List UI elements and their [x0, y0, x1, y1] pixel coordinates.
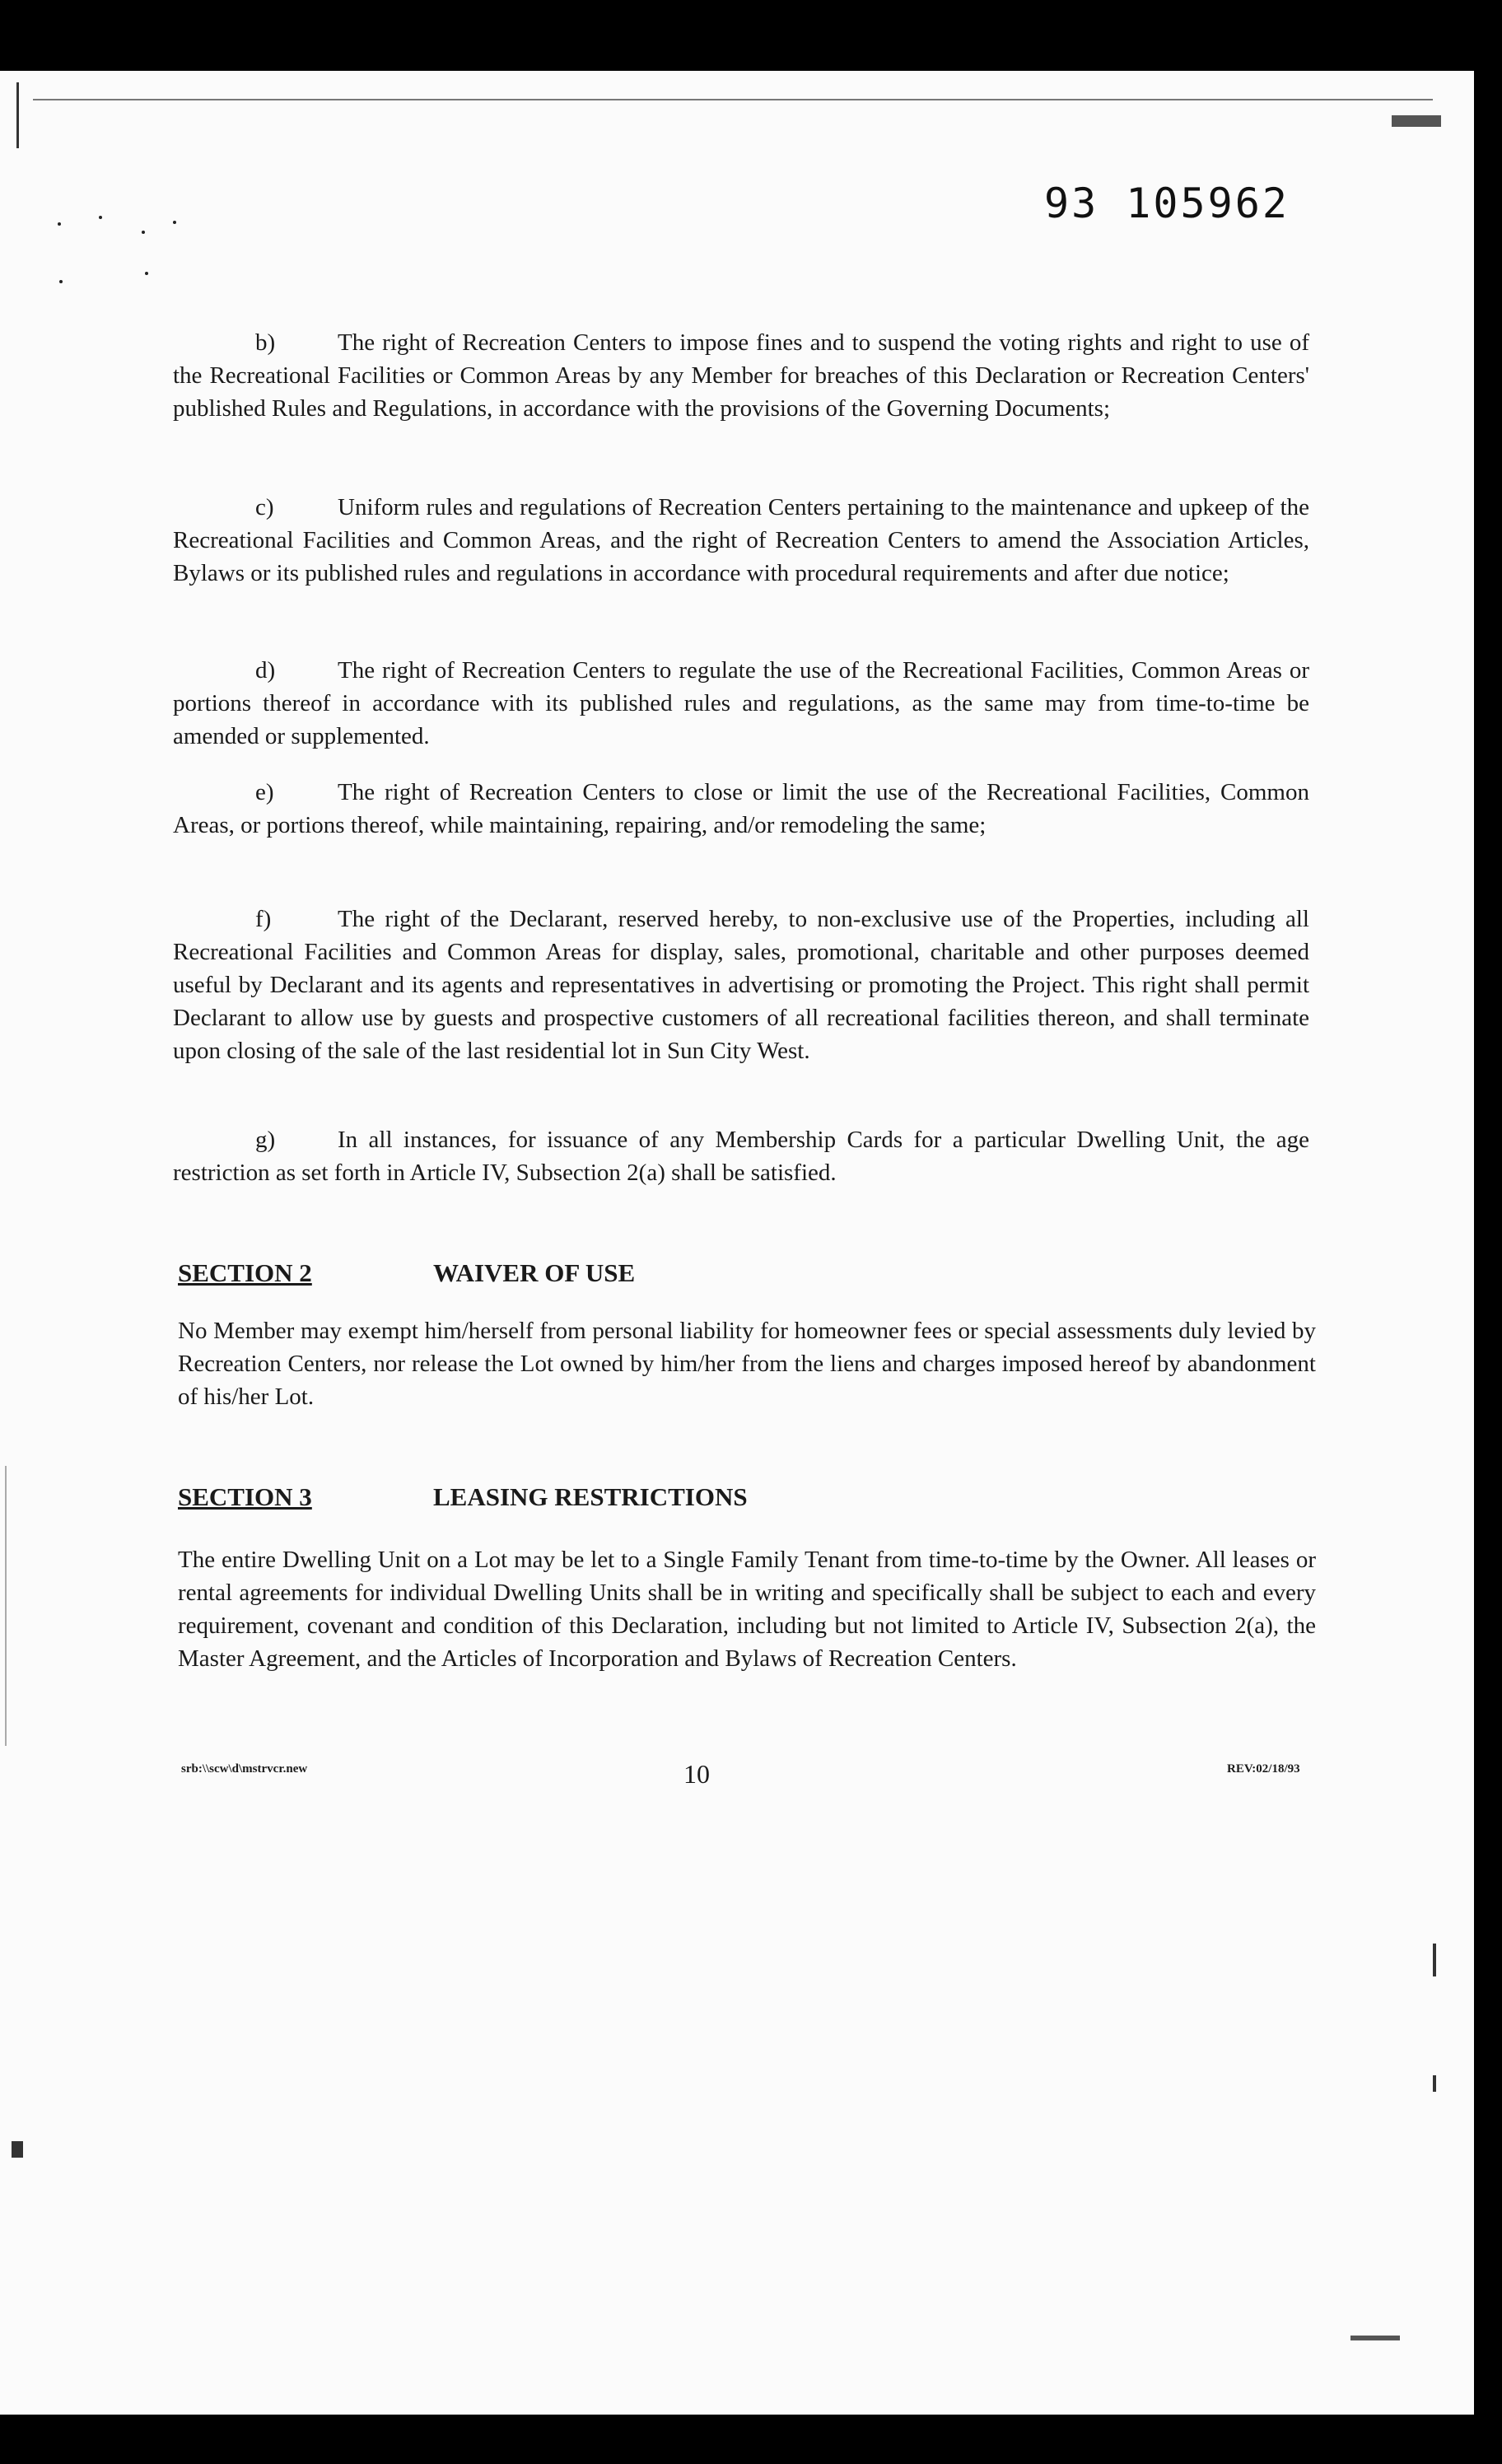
- section-2-body: No Member may exempt him/herself from personal liability for homeowner fees or special assessments duly levied by Recreation Centers, nor release the Lot owned by him/her from the liens and charges imposed hereof by abandonment of his/her Lot.: [178, 1318, 1316, 1410]
- scan-artifact-dot: [173, 221, 176, 224]
- item-text: The right of Recreation Centers to impose fines and to suspend the voting rights and right to use of the Recreational Facilities or Common Areas by any Member for breaches of this Declaration or Recreation Centers' published Rules and Regulations, in accordance with the provisions of the Governing Documents;: [173, 329, 1309, 422]
- footer-revision: REV:02/18/93: [1227, 1762, 1300, 1776]
- section-title: LEASING RESTRICTIONS: [433, 1482, 748, 1511]
- item-text: The right of Recreation Centers to close or limit the use of the Recreational Facilities, Common Areas, or portions thereof, while maintaining, repairing, and/or remodeling the same;: [173, 779, 1309, 838]
- scan-artifact-smudge: [1392, 115, 1441, 127]
- paragraph-d: [173, 654, 1309, 753]
- section-number: SECTION 2: [178, 1258, 312, 1287]
- scan-border-top: [0, 0, 1502, 71]
- item-text: The right of the Declarant, reserved hereby, to non-exclusive use of the Properties, including all Recreational Facilities and Common Areas for display, sales, promotional, charitable and other purposes deemed useful by Declarant and its agents and representatives in advertising or promoting the Project. This right shall permit Declarant to allow use by guests and prospective customers of all recreational facilities thereon, and shall terminate upon closing of the sale of the last residential lot in Sun City West.: [173, 906, 1309, 1064]
- paragraph-c: [173, 491, 1309, 590]
- scan-artifact-dot: [99, 216, 102, 219]
- section-3-body: The entire Dwelling Unit on a Lot may be let to a Single Family Tenant from time-to-time by the Owner. All leases or rental agreements for individual Dwelling Units shall be in writing and specifically shall be subject to each and every requirement, covenant and condition of this Declaration, including but not limited to Article IV, Subsection 2(a), the Master Agreement, and the Articles of Incorporation and Bylaws of Recreation Centers.: [178, 1547, 1316, 1672]
- scan-artifact-mark: [12, 2141, 23, 2158]
- footer-file-path: srb:\\scw\d\mstrvcr.new: [181, 1762, 308, 1776]
- section-2-heading: [178, 1258, 635, 1288]
- item-label: g): [255, 1127, 276, 1153]
- item-text: In all instances, for issuance of any Membership Cards for a particular Dwelling Unit, the age restriction as set forth in Article IV, Subsection 2(a) shall be satisfied.: [173, 1127, 1309, 1186]
- page-number: 10: [683, 1759, 710, 1789]
- paragraph-g: [173, 1123, 1309, 1189]
- item-label: c): [255, 494, 274, 520]
- scan-artifact-mark: [1433, 1944, 1436, 1976]
- section-number: SECTION 3: [178, 1482, 312, 1511]
- item-text: Uniform rules and regulations of Recreation Centers pertaining to the maintenance and upkeep of the Recreational Facilities and Common Areas, and the right of Recreation Centers to amend the Association Articles, Bylaws or its published rules and regulations in accordance with procedural requirements and after due notice;: [173, 494, 1309, 586]
- scan-artifact-mark: [1433, 2075, 1436, 2092]
- scan-artifact-dot: [145, 272, 148, 275]
- item-label: e): [255, 779, 274, 805]
- section-title: WAIVER OF USE: [433, 1258, 636, 1287]
- document-number: 93 105962: [1044, 180, 1290, 227]
- scan-artifact-edge: [5, 1466, 7, 1746]
- scan-artifact-dot: [142, 231, 145, 234]
- scan-artifact-dot: [59, 280, 63, 283]
- scan-artifact-line: [33, 99, 1433, 100]
- section-3-heading: [178, 1482, 748, 1512]
- scan-border-right: [1474, 71, 1502, 2415]
- paragraph-f: [173, 903, 1309, 1067]
- item-label: f): [255, 906, 272, 932]
- scan-artifact-dot: [58, 222, 61, 226]
- scan-border-bottom: [0, 2415, 1502, 2464]
- item-text: The right of Recreation Centers to regulate the use of the Recreational Facilities, Common Areas or portions thereof in accordance with its published rules and regulations, as the same may from time-to-time be amended or supplemented.: [173, 657, 1309, 749]
- paragraph-e: [173, 776, 1309, 842]
- paragraph-b: [173, 326, 1309, 425]
- item-label: d): [255, 657, 276, 684]
- scan-artifact-smudge: [1350, 2336, 1400, 2340]
- scan-artifact-mark: [16, 82, 19, 148]
- item-label: b): [255, 329, 276, 356]
